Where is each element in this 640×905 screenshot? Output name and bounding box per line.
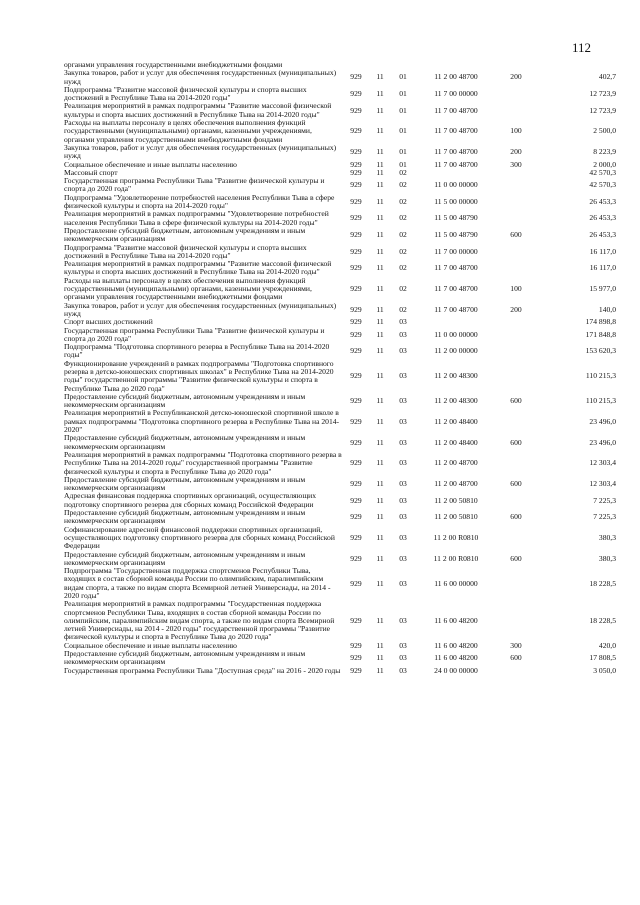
row-name: Социальное обеспечение и иные выплаты населению [64, 159, 237, 169]
row-vr: 300 [510, 159, 522, 169]
row-name: Социальное обеспечение и иные выплаты населению [64, 640, 237, 650]
table-row [64, 451, 616, 476]
row-gr: 929 [350, 532, 362, 542]
row-gr: 929 [350, 371, 362, 381]
row-pr: 01 [399, 147, 407, 157]
row-vr: 600 [510, 478, 522, 488]
row-rz [370, 61, 390, 69]
row-pr: 03 [399, 640, 407, 650]
table-row [64, 69, 616, 86]
table-row [64, 600, 616, 641]
row-vr [496, 567, 536, 600]
row-rz: 11 [376, 640, 384, 650]
row-gr: 929 [350, 147, 362, 157]
row-vr [496, 86, 536, 103]
row-pr: 02 [399, 263, 407, 273]
row-gr: 929 [350, 72, 362, 82]
row-sum: 18 228,5 [589, 615, 616, 625]
row-rz: 11 [376, 159, 384, 169]
row-rz: 11 [376, 230, 384, 240]
row-vr [496, 177, 536, 194]
row-cs: 11 0 00 00000 [434, 180, 478, 190]
row-sum: 12 303,4 [589, 458, 616, 468]
row-pr: 01 [399, 126, 407, 136]
row-gr: 929 [350, 396, 362, 406]
row-pr: 02 [399, 180, 407, 190]
row-cs: 11 7 00 48700 [434, 126, 478, 136]
row-sum [536, 61, 616, 69]
row-cs: 11 7 00 48700 [434, 147, 478, 157]
row-vr: 200 [510, 304, 522, 314]
row-cs: 24 0 00 00000 [434, 665, 478, 675]
row-vr [496, 102, 536, 119]
row-name: Функционирование учреждений в рамках подпрограммы "Подготовка спортивного резерва в детско-юношеских спортивных школах" в Республике Тыва на 2014-2020 годы" государственной программы "Развитие физической культуры и спорта в Республике Тыва до 2020 года" [64, 358, 334, 393]
row-gr: 929 [350, 653, 362, 663]
row-vr [496, 492, 536, 509]
row-sum: 15 977,0 [589, 284, 616, 294]
row-sum: 380,3 [598, 532, 616, 542]
row-gr: 929 [350, 329, 362, 339]
row-rz: 11 [376, 126, 384, 136]
row-cs: 11 6 00 48200 [434, 640, 478, 650]
row-cs: 11 2 00 48700 [434, 72, 478, 82]
row-sum: 380,3 [598, 553, 616, 563]
row-pr: 01 [399, 89, 407, 99]
budget-table-body [64, 61, 616, 675]
row-pr: 02 [399, 284, 407, 294]
row-rz: 11 [376, 329, 384, 339]
table-row [64, 119, 616, 144]
table-row [64, 360, 616, 393]
table-row [64, 667, 616, 675]
row-cs: 11 2 00 R0810 [433, 532, 479, 542]
row-sum: 2 500,0 [593, 126, 616, 136]
row-name: Предоставление субсидий бюджетным, автономным учреждениям и иным некоммерческим организациям [64, 649, 306, 667]
row-vr: 600 [510, 653, 522, 663]
row-name: Предоставление субсидий бюджетным, автономным учреждениям и иным некоммерческим организациям [64, 474, 306, 493]
row-sum: 174 898,8 [585, 317, 616, 327]
table-row [64, 650, 616, 667]
row-name: Закупка товаров, работ и услуг для обеспечения государственных (муниципальных) нужд [64, 68, 337, 86]
row-rz: 11 [376, 105, 384, 115]
row-sum: 17 808,5 [589, 653, 616, 663]
row-rz: 11 [376, 246, 384, 256]
row-gr: 929 [350, 246, 362, 256]
row-vr [496, 260, 536, 277]
row-sum: 7 225,3 [593, 495, 616, 505]
row-sum: 18 228,5 [589, 578, 616, 588]
table-row [64, 194, 616, 211]
row-name: Предоставление субсидий бюджетным, автономным учреждениям и иным некоммерческим организациям [64, 508, 306, 526]
row-rz: 11 [376, 213, 384, 223]
row-cs: 11 2 00 50810 [434, 512, 478, 522]
row-gr: 929 [350, 317, 362, 327]
budget-table [64, 61, 616, 675]
row-cs: 11 0 00 00000 [434, 329, 478, 339]
row-gr: 929 [350, 167, 362, 177]
row-cs: 11 7 00 48700 [434, 105, 478, 115]
row-vr: 300 [510, 640, 522, 650]
row-sum: 110 215,3 [585, 396, 616, 406]
row-vr [496, 526, 536, 551]
row-pr: 03 [399, 329, 407, 339]
row-vr [496, 409, 536, 434]
row-cs: 11 7 00 48700 [434, 284, 478, 294]
row-sum: 8 223,9 [593, 147, 616, 157]
row-vr: 600 [510, 230, 522, 240]
row-pr: 03 [399, 665, 407, 675]
row-name: Адресная финансовая поддержка спортивных организаций, осуществляющих подготовку спортивного резерва для сборных команд Российской Федерации [64, 491, 317, 509]
row-sum: 110 215,3 [585, 371, 616, 381]
row-name: Реализация мероприятий в рамках подпрограммы "Государственная поддержка спортсменов Республики Тыва, входящих в состав сборной команды России по олимпийским, паралимпийским видам спорта, а также по видам спорта Всемирной летней Универсиады, на 2014 - 2020 годы" государственной программы "Развитие физической культуры и спорта в Республике Тыва до 2020 года" [64, 599, 335, 642]
table-row [64, 277, 616, 302]
row-rz: 11 [376, 72, 384, 82]
table-row [64, 393, 616, 410]
row-name: Государственная программа Республики Тыва "Развитие физической культуры и спорта до 2020 года" [64, 176, 325, 194]
row-name: Подпрограмма "Удовлетворение потребностей населения Республики Тыва в сфере физической культуры и спорта на 2014-2020 годы" [64, 192, 335, 211]
row-vr: 600 [510, 512, 522, 522]
row-pr: 03 [399, 396, 407, 406]
row-cs: 11 2 00 48400 [434, 416, 478, 426]
row-vr: 600 [510, 553, 522, 563]
row-name: Расходы на выплаты персоналу в целях обеспечения выполнения функций государственными (муниципальными) органами, казенными учреждениями, органами управления государственными внебюджетными фондами [64, 118, 312, 144]
row-vr: 200 [510, 147, 522, 157]
page-number: 112 [572, 40, 592, 55]
row-pr: 02 [399, 230, 407, 240]
row-vr [496, 194, 536, 211]
row-cs: 11 7 00 00000 [434, 246, 478, 256]
row-gr: 929 [350, 615, 362, 625]
table-row [64, 260, 616, 277]
row-name: Государственная программа Республики Тыва "Развитие физической культуры и спорта до 2020 года" [64, 325, 325, 343]
row-vr [496, 667, 536, 675]
row-rz: 11 [376, 416, 384, 426]
row-cs: 11 2 00 48300 [434, 371, 478, 381]
row-sum: 140,0 [598, 304, 616, 314]
row-gr: 929 [350, 284, 362, 294]
row-rz: 11 [376, 578, 384, 588]
row-gr: 929 [350, 512, 362, 522]
row-rz: 11 [376, 512, 384, 522]
row-gr: 929 [350, 126, 362, 136]
row-rz: 11 [376, 371, 384, 381]
table-row [64, 161, 616, 169]
row-rz: 11 [376, 317, 384, 327]
row-name: Софинансирование адресной финансовой поддержки спортивных организаций, осуществляющих подготовку спортивного резерва для сборных команд Российской Федерации [64, 524, 335, 551]
table-row [64, 567, 616, 600]
row-gr: 929 [350, 640, 362, 650]
row-cs: 11 7 00 48700 [434, 263, 478, 273]
row-pr: 02 [399, 304, 407, 314]
row-sum: 402,7 [598, 72, 616, 82]
row-vr [496, 343, 536, 360]
row-sum: 3 050,0 [593, 665, 616, 675]
row-name: Подпрограмма "Государственная поддержка спортсменов Республики Тыва, входящих в состав сборной команды России по олимпийским, паралимпийским видам спорта, а также по видам спорта Всемирной летней Универсиады, на 2014 - 2020 годы" [64, 566, 331, 600]
row-sum: 2 000,0 [593, 159, 616, 169]
row-vr [496, 360, 536, 393]
table-row [64, 102, 616, 119]
row-pr: 03 [399, 512, 407, 522]
row-gr: 929 [350, 437, 362, 447]
row-vr [496, 327, 536, 344]
row-gr [342, 61, 370, 69]
row-cs: 11 2 00 48400 [434, 437, 478, 447]
row-pr: 02 [399, 246, 407, 256]
row-cs: 11 2 00 48300 [434, 396, 478, 406]
row-vr [496, 451, 536, 476]
row-rz: 11 [376, 167, 384, 177]
row-name: Подпрограмма "Подготовка спортивного резерва в Республике Тыва на 2014-2020 годы" [64, 342, 330, 360]
row-sum: 42 570,3 [589, 180, 616, 190]
row-gr: 929 [350, 304, 362, 314]
row-pr: 01 [399, 72, 407, 82]
row-name: Предоставление субсидий бюджетным, автономным учреждениям и иным некоммерческим организациям [64, 433, 306, 451]
row-cs: 11 7 00 48700 [434, 304, 478, 314]
row-gr: 929 [350, 665, 362, 675]
row-gr: 929 [350, 263, 362, 273]
row-rz: 11 [376, 147, 384, 157]
row-cs: 11 6 00 48200 [434, 615, 478, 625]
table-row [64, 177, 616, 194]
row-pr: 02 [399, 196, 407, 206]
row-pr: 01 [399, 159, 407, 169]
row-cs: 11 7 00 00000 [434, 89, 478, 99]
row-cs: 11 5 00 00000 [434, 196, 478, 206]
row-sum: 42 570,3 [589, 167, 616, 177]
row-vr [496, 600, 536, 641]
row-rz: 11 [376, 665, 384, 675]
row-pr: 03 [399, 653, 407, 663]
row-rz: 11 [376, 458, 384, 468]
row-gr: 929 [350, 416, 362, 426]
row-name: Реализация мероприятий в рамках подпрограммы "Развитие массовой физической культуры и спорта высших достижений в Республике Тыва на 2014-2020 годы" [64, 259, 332, 277]
row-gr: 929 [350, 196, 362, 206]
row-rz: 11 [376, 495, 384, 505]
row-name: Закупка товаров, работ и услуг для обеспечения государственных (муниципальных) нужд [64, 142, 337, 161]
row-name: Предоставление субсидий бюджетным, автономным учреждениям и иным некоммерческим организациям [64, 225, 306, 244]
row-sum: 26 453,3 [589, 196, 616, 206]
table-row [64, 210, 616, 227]
row-gr: 929 [350, 213, 362, 223]
row-sum: 16 117,0 [589, 246, 616, 256]
row-vr: 600 [510, 437, 522, 447]
row-pr: 03 [399, 458, 407, 468]
row-sum: 7 225,3 [593, 512, 616, 522]
row-gr: 929 [350, 458, 362, 468]
row-name: Расходы на выплаты персоналу в целях обеспечения выполнения функций государственными (муниципальными) органами, казенными учреждениями, органами управления государственными внебюджетными фондами [64, 275, 312, 302]
row-vr: 100 [510, 284, 522, 294]
row-pr: 03 [399, 578, 407, 588]
row-rz: 11 [376, 653, 384, 663]
row-vr [496, 244, 536, 261]
row-rz: 11 [376, 263, 384, 273]
row-sum: 12 723,9 [589, 105, 616, 115]
row-cs: 11 2 00 50810 [434, 495, 478, 505]
row-name: Государственная программа Республики Тыва "Доступная среда" на 2016 - 2020 годы [64, 665, 341, 675]
row-rz: 11 [376, 89, 384, 99]
row-gr: 929 [350, 159, 362, 169]
row-name: Подпрограмма "Развитие массовой физической культуры и спорта высших достижений в Республике Тыва на 2014-2020 годы" [64, 242, 307, 260]
row-pr: 03 [399, 346, 407, 356]
row-vr: 100 [510, 126, 522, 136]
row-name: Предоставление субсидий бюджетным, автономным учреждениям и иным некоммерческим организациям [64, 549, 306, 567]
row-pr: 02 [399, 167, 407, 177]
table-row [64, 302, 616, 319]
row-gr: 929 [350, 105, 362, 115]
row-name: Закупка товаров, работ и услуг для обеспечения государственных (муниципальных) нужд [64, 300, 337, 318]
row-sum: 171 848,8 [585, 329, 616, 339]
row-vr [496, 318, 536, 326]
row-cs [416, 61, 496, 69]
row-pr: 03 [399, 416, 407, 426]
row-vr: 600 [510, 396, 522, 406]
table-row [64, 492, 616, 509]
row-rz: 11 [376, 284, 384, 294]
table-row [64, 227, 616, 244]
row-pr: 02 [399, 213, 407, 223]
row-pr: 03 [399, 317, 407, 327]
row-sum: 12 723,9 [589, 89, 616, 99]
table-row [64, 86, 616, 103]
row-gr: 929 [350, 553, 362, 563]
row-name: Массовый спорт [64, 167, 118, 177]
row-rz: 11 [376, 396, 384, 406]
row-gr: 929 [350, 89, 362, 99]
table-row [64, 343, 616, 360]
row-pr: 03 [399, 553, 407, 563]
row-name: Подпрограмма "Развитие массовой физической культуры и спорта высших достижений в Республике Тыва на 2014-2020 годы" [64, 84, 307, 103]
row-vr [496, 210, 536, 227]
row-vr: 200 [510, 72, 522, 82]
row-sum: 26 453,3 [589, 230, 616, 240]
table-row [64, 409, 616, 434]
row-cs: 11 2 00 48700 [434, 478, 478, 488]
row-cs: 11 2 00 R0810 [433, 553, 479, 563]
row-gr: 929 [350, 478, 362, 488]
row-pr: 03 [399, 478, 407, 488]
row-rz: 11 [376, 437, 384, 447]
row-gr: 929 [350, 230, 362, 240]
row-sum: 153 620,3 [585, 346, 616, 356]
row-pr: 03 [399, 437, 407, 447]
row-pr: 03 [399, 371, 407, 381]
row-rz: 11 [376, 180, 384, 190]
table-row [64, 434, 616, 451]
row-pr: 03 [399, 532, 407, 542]
row-vr [496, 169, 536, 177]
row-rz: 11 [376, 553, 384, 563]
row-cs [416, 318, 496, 326]
table-row [64, 509, 616, 526]
row-sum: 23 496,0 [589, 437, 616, 447]
row-cs: 11 2 00 48700 [434, 458, 478, 468]
row-pr: 03 [399, 615, 407, 625]
row-rz: 11 [376, 532, 384, 542]
row-rz: 11 [376, 478, 384, 488]
row-rz: 11 [376, 346, 384, 356]
table-row [64, 476, 616, 493]
table-row [64, 244, 616, 261]
table-row [64, 144, 616, 161]
row-sum: 16 117,0 [589, 263, 616, 273]
row-cs: 11 5 00 48790 [434, 230, 478, 240]
row-cs: 11 6 00 00000 [434, 578, 478, 588]
row-cs: 11 5 00 48790 [434, 213, 478, 223]
row-cs: 11 2 00 00000 [434, 346, 478, 356]
row-sum: 26 453,3 [589, 213, 616, 223]
row-name: Реализация мероприятий в Республиканской детско-юношеской спортивной школе в рамках подпрограммы "Подготовка спортивного резерва в Республике Тыва на 2014-2020" [64, 408, 340, 435]
row-gr: 929 [350, 180, 362, 190]
table-row [64, 327, 616, 344]
row-name: Предоставление субсидий бюджетным, автономным учреждениям и иным некоммерческим организациям [64, 391, 306, 410]
row-gr: 929 [350, 346, 362, 356]
row-vr [496, 61, 536, 69]
row-sum: 23 496,0 [589, 416, 616, 426]
row-pr: 01 [399, 105, 407, 115]
row-cs: 11 6 00 48200 [434, 653, 478, 663]
row-cs [416, 169, 496, 177]
row-name: Реализация мероприятий в рамках подпрограммы "Удовлетворение потребностей населения Республики Тыва в сфере физической культуры на 2014-2020 годы" [64, 209, 329, 227]
row-sum: 12 303,4 [589, 478, 616, 488]
table-row [64, 551, 616, 568]
row-pr [390, 61, 416, 69]
row-cs: 11 7 00 48700 [434, 159, 478, 169]
row-rz: 11 [376, 304, 384, 314]
row-rz: 11 [376, 196, 384, 206]
row-gr: 929 [350, 578, 362, 588]
row-name: Спорт высших достижений [64, 317, 153, 327]
row-pr: 03 [399, 495, 407, 505]
row-gr: 929 [350, 495, 362, 505]
row-name: Реализация мероприятий в рамках подпрограммы "Подготовка спортивного резерва в Республике Тыва на 2014-2020 годы" государственной программы "Развитие физической культуры и спорта в Республике Тыва до 2020 года" [64, 449, 342, 476]
row-sum: 420,0 [598, 640, 616, 650]
row-rz: 11 [376, 615, 384, 625]
row-name: Реализация мероприятий в рамках подпрограммы "Развитие массовой физической культуры и спорта высших достижений в Республике Тыва на 2014-2020 годы" [64, 101, 332, 119]
row-name: органами управления государственными внебюджетными фондами [64, 60, 283, 69]
table-row [64, 526, 616, 551]
